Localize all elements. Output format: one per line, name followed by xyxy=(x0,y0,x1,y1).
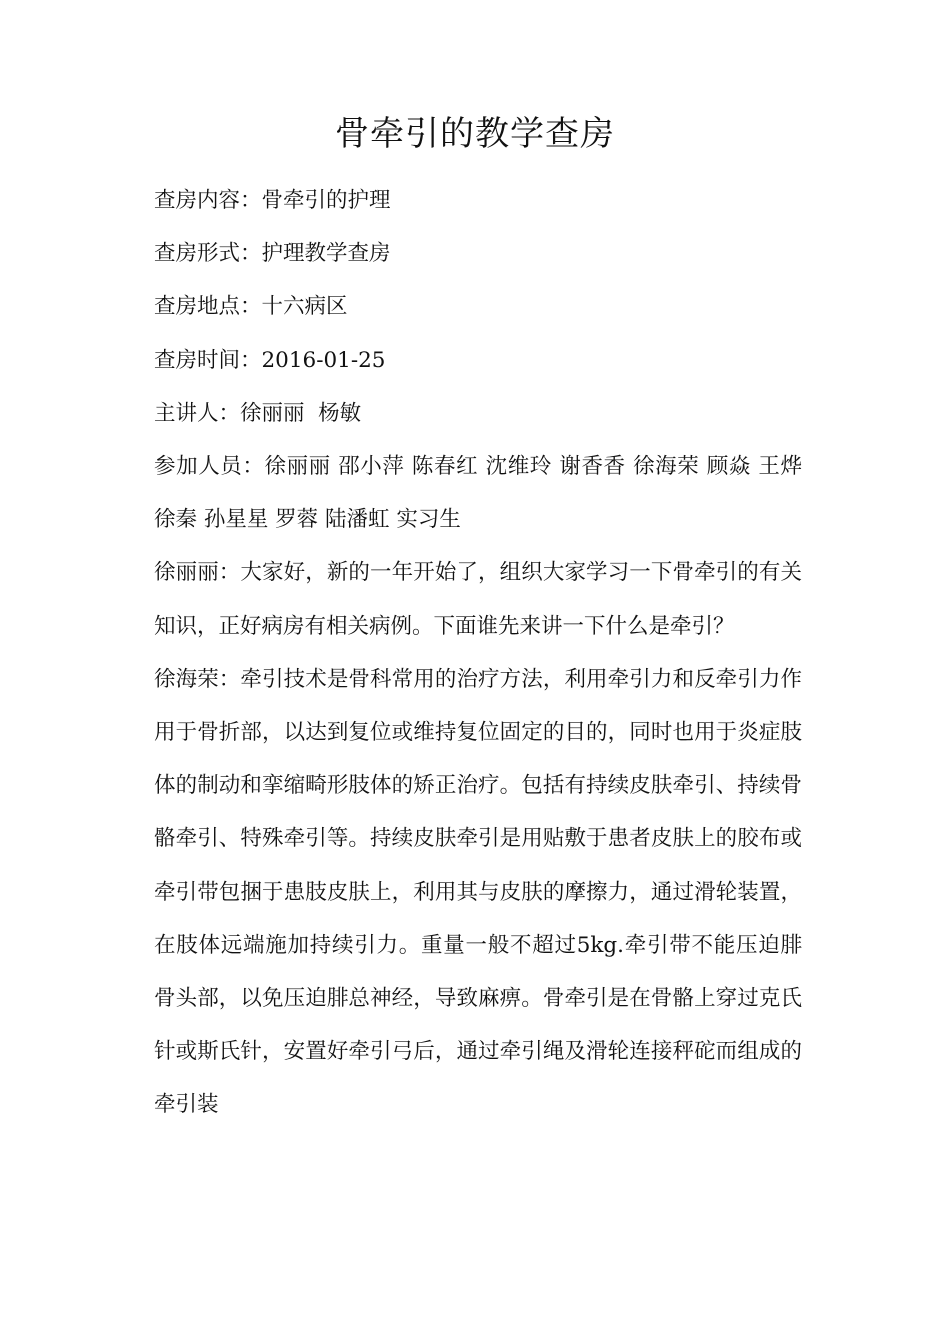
document-title: 骨牵引的教学查房 xyxy=(335,114,615,154)
info-content: 查房内容：骨牵引的护理 xyxy=(154,188,391,213)
info-speakers: 主讲人：徐丽丽 杨敏 xyxy=(154,400,362,426)
info-location: 查房地点：十六病区 xyxy=(154,294,348,320)
info-format: 查房形式：护理教学查房 xyxy=(154,241,391,267)
document-body xyxy=(154,174,802,1132)
dialogue-paragraph-2: 徐海荣：牵引技术是骨科常用的治疗方法，利用牵引力和反牵引力作用于骨折部，以达到复位或维持复位固定的目的，同时也用于炎症肢体的制动和挛缩畸形肢体的矫正治疗。包括有持续皮肤牵引、持续骨骼牵引、特殊牵引等。持续皮肤牵引是用贴敷于患者皮肤上的胶布或牵引带包捆于患肢皮肤上，利用其与皮肤的摩擦力，通过滑轮装置，在肢体远端施加持续引力。重量一般不超过5kg.牵引带不能压迫腓骨头部，以免压迫腓总神经，导致麻痹。骨牵引是在骨骼上穿过克氏针或斯氏针，安置好牵引弓后，通过牵引绳及滑轮连接秤砣而组成的牵引装 xyxy=(154,666,802,1118)
info-time: 查房时间：2016-01-25 xyxy=(154,347,386,373)
participants-paragraph: 参加人员：徐丽丽 邵小萍 陈春红 沈维玲 谢香香 徐海荣 顾焱 王烨 徐秦 孙星星 罗蓉 陆潘虹 实习生 xyxy=(154,453,802,533)
dialogue-paragraph-1: 徐丽丽：大家好，新的一年开始了，组织大家学习一下骨牵引的有关知识，正好病房有相关病例。下面谁先来讲一下什么是牵引？ xyxy=(154,560,802,639)
